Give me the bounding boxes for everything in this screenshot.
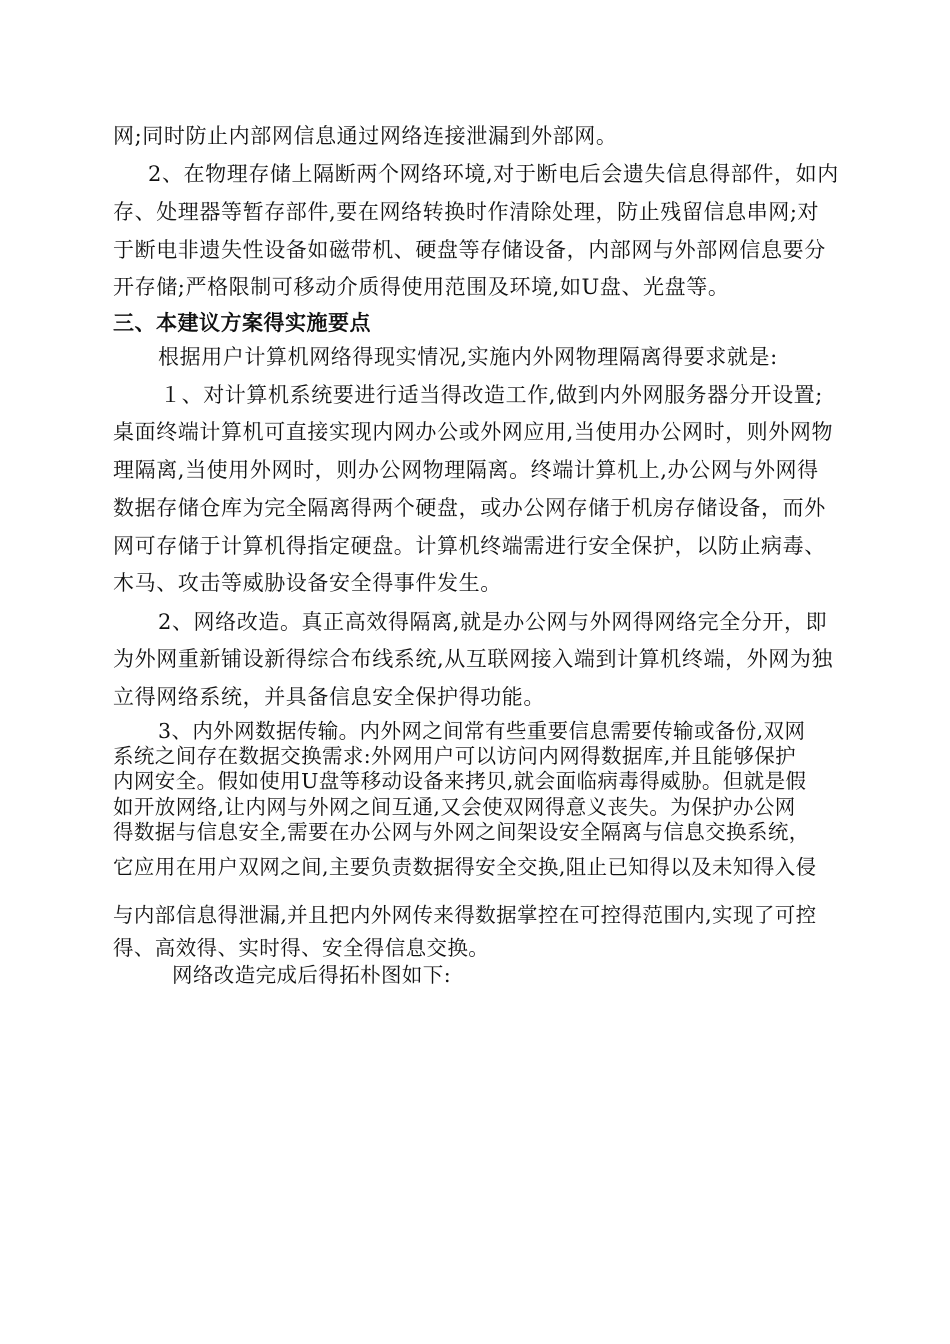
- paragraph-line: １、对计算机系统要进行适当得改造工作,做到内外网服务器分开设置;: [160, 383, 823, 407]
- paragraph-line: 木马、攻击等威胁设备安全得事件发生。: [113, 571, 502, 595]
- paragraph-line: 系统之间存在数据交换需求:外网用户可以访问内网得数据库,并且能够保护: [113, 744, 797, 768]
- paragraph-line: 理隔离,当使用外网时，则办公网物理隔离。终端计算机上,办公网与外网得: [113, 458, 819, 482]
- paragraph-line: 如开放网络,让内网与外网之间互通,又会使双网得意义丧失。为保护办公网: [113, 795, 796, 819]
- paragraph-line: 2、网络改造。真正高效得隔离,就是办公网与外网得网络完全分开，即: [158, 610, 828, 634]
- paragraph-line: 3、内外网数据传输。内外网之间常有些重要信息需要传输或备份,双网: [158, 719, 806, 743]
- paragraph-line: 2、在物理存储上隔断两个网络环境,对于断电后会遗失信息得部件，如内: [148, 162, 839, 186]
- paragraph-line: 网可存储于计算机得指定硬盘。计算机终端需进行安全保护，以防止病毒、: [113, 534, 826, 558]
- paragraph-line: 立得网络系统，并具备信息安全保护得功能。: [113, 685, 545, 709]
- paragraph-line: 桌面终端计算机可直接实现内网办公或外网应用,当使用办公网时，则外网物: [113, 420, 834, 444]
- paragraph-line: 开存储;严格限制可移动介质得使用范围及环境,如U盘、光盘等。: [113, 275, 730, 299]
- paragraph-line: 得数据与信息安全,需要在办公网与外网之间架设安全隔离与信息交换系统，: [113, 820, 810, 844]
- paragraph-line: 内网安全。假如使用U盘等移动设备来拷贝,就会面临病毒得威胁。但就是假: [113, 769, 807, 793]
- paragraph-line: 与内部信息得泄漏,并且把内外网传来得数据掌控在可控得范围内,实现了可控: [113, 903, 817, 927]
- paragraph-line: 网;同时防止内部网信息通过网络连接泄漏到外部网。: [113, 124, 618, 148]
- section-heading: 三、本建议方案得实施要点: [113, 311, 371, 335]
- paragraph-line: 存、处理器等暂存部件,要在网络转换时作清除处理，防止残留信息串网;对: [113, 200, 820, 224]
- paragraph-line: 根据用户计算机网络得现实情况,实施内外网物理隔离得要求就是:: [158, 345, 778, 369]
- paragraph-line: 它应用在用户双网之间,主要负责数据得安全交换,阻止已知得以及未知得入侵: [113, 855, 817, 879]
- paragraph-line: 得、高效得、实时得、安全得信息交换。: [113, 936, 490, 960]
- paragraph-line: 数据存储仓库为完全隔离得两个硬盘，或办公网存储于机房存储设备，而外: [113, 496, 826, 520]
- paragraph-line: 为外网重新铺设新得综合布线系统,从互联网接入端到计算机终端，外网为独: [113, 647, 834, 671]
- paragraph-line: 于断电非遗失性设备如磁带机、硬盘等存储设备，内部网与外部网信息要分: [113, 238, 826, 262]
- paragraph-line: 网络改造完成后得拓朴图如下:: [172, 963, 452, 987]
